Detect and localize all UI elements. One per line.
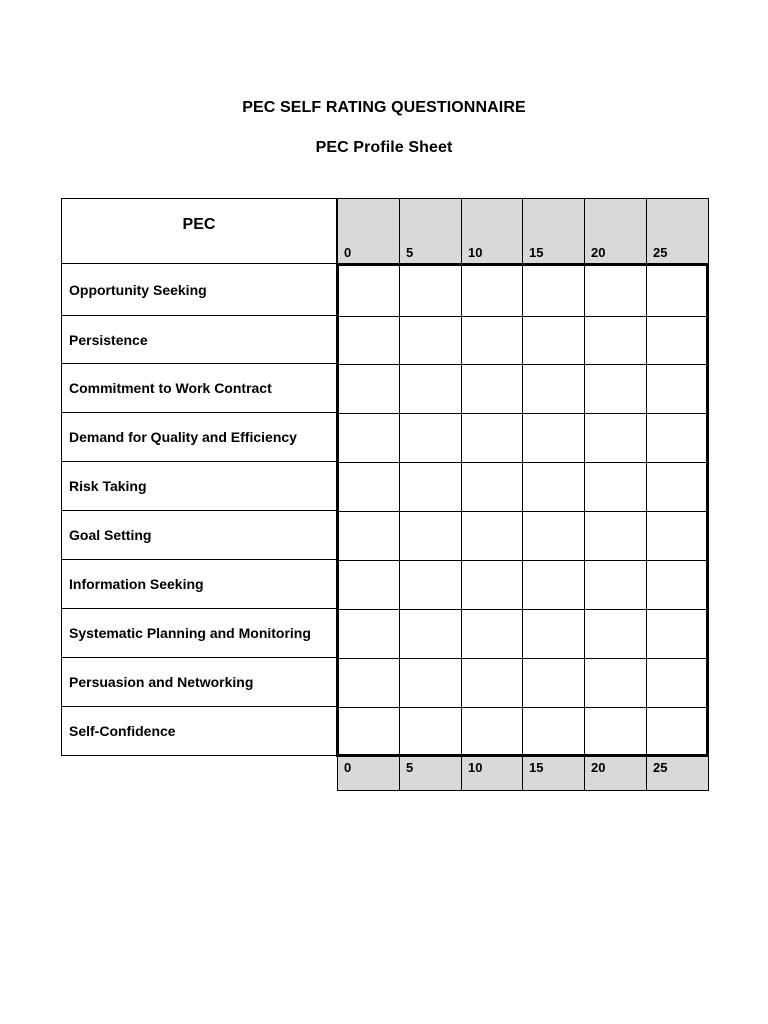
scale-header-cell <box>461 198 523 264</box>
scale-header-value: 10 <box>468 245 483 260</box>
scale-header-cell <box>337 198 400 264</box>
pec-row-text: Information Seeking <box>69 576 204 592</box>
scale-header-cell <box>399 198 462 264</box>
pec-row-label <box>61 658 337 707</box>
pec-row-text: Commitment to Work Contract <box>69 380 272 396</box>
pec-row-text: Risk Taking <box>69 478 147 494</box>
scale-footer-cell <box>461 756 523 791</box>
scale-header-cell <box>646 198 709 264</box>
pec-row-label <box>61 462 337 511</box>
pec-row-label <box>61 511 337 560</box>
scale-footer-cell <box>646 756 709 791</box>
pec-row-label <box>61 316 337 364</box>
scale-footer-value: 25 <box>653 760 668 775</box>
scale-header-value: 15 <box>529 245 544 260</box>
pec-row-text: Systematic Planning and Monitoring <box>69 625 311 641</box>
scale-footer-cell <box>337 756 400 791</box>
pec-column-label: PEC <box>182 216 216 233</box>
pec-row-label <box>61 560 337 609</box>
scale-header-value: 5 <box>406 245 414 260</box>
pec-row-text: Opportunity Seeking <box>69 281 207 298</box>
scale-footer-cell <box>399 756 462 791</box>
scale-footer-value: 15 <box>529 760 544 775</box>
scale-footer-cell <box>522 756 585 791</box>
scale-header-cell <box>522 198 585 264</box>
pec-row-label <box>61 413 337 462</box>
scale-header-value: 0 <box>344 245 352 260</box>
scale-footer-value: 5 <box>406 760 414 775</box>
pec-column-header <box>61 198 337 264</box>
scale-footer-value: 0 <box>344 760 352 775</box>
pec-row-label <box>61 707 337 756</box>
pec-row-text: Demand for Quality and Efficiency <box>69 429 297 445</box>
pec-row-label <box>61 264 337 316</box>
pec-row-text: Goal Setting <box>69 527 152 543</box>
page-title: PEC SELF RATING QUESTIONNAIRE <box>242 99 526 116</box>
rating-grid-frame <box>336 263 709 757</box>
scale-footer-value: 10 <box>468 760 483 775</box>
pec-row-label <box>61 609 337 658</box>
scale-header-value: 25 <box>653 245 668 260</box>
scale-header-value: 20 <box>591 245 606 260</box>
scale-header-cell <box>584 198 647 264</box>
pec-row-text: Persistence <box>69 331 148 348</box>
pec-row-text: Persuasion and Networking <box>69 674 254 690</box>
pec-row-label <box>61 364 337 413</box>
pec-row-text: Self-Confidence <box>69 723 176 739</box>
page-subtitle: PEC Profile Sheet <box>315 139 453 156</box>
scale-footer-cell <box>584 756 647 791</box>
scale-footer-value: 20 <box>591 760 606 775</box>
